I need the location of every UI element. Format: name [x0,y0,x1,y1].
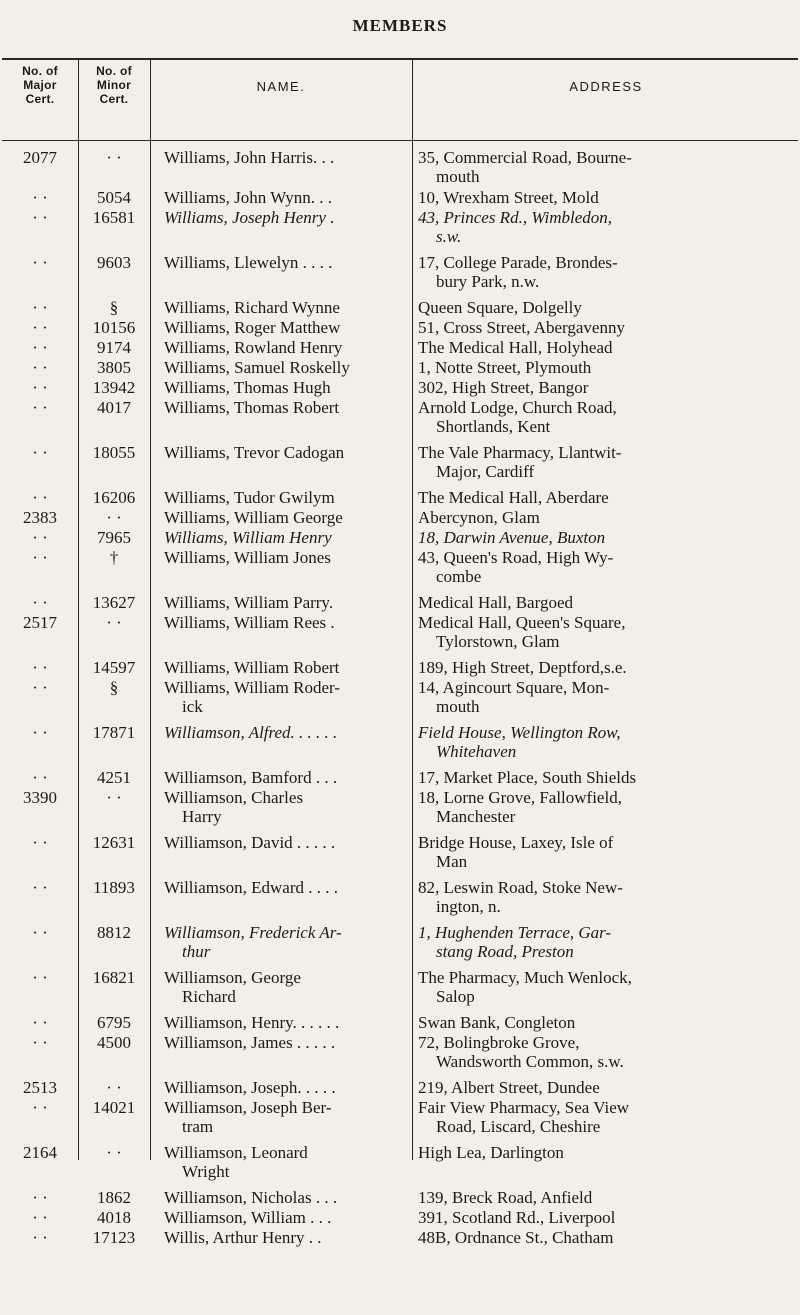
major-cert-number: 2517 [23,613,57,632]
member-name: Williams, Richard Wynne [164,298,340,317]
member-address: Road, Liscard, Cheshire [436,1117,601,1136]
member-address: Tylorstown, Glam [436,632,560,651]
major-cert-number: 3390 [23,788,57,807]
major-cert-number: · · [32,723,48,742]
header-address: ADDRESS [569,79,643,94]
member-name: ick [182,697,203,716]
major-cert-number: · · [32,593,48,612]
minor-cert-number: · · [106,1078,122,1097]
major-cert-number: · · [32,208,48,227]
minor-cert-number: 9603 [97,253,131,272]
member-name: Williams, John Wynn. . . [164,188,332,207]
minor-cert-number: 12631 [92,833,136,852]
minor-cert-number: 9174 [97,338,131,357]
member-address: bury Park, n.w. [436,272,540,291]
major-cert-number: 2077 [23,148,57,167]
major-cert-number: · · [32,528,48,547]
minor-cert-number: 4500 [97,1033,131,1052]
member-address: mouth [436,167,480,186]
header-minor-cert: No. of Minor Cert. [96,64,132,106]
member-name: Harry [182,807,222,826]
member-address: 18, Darwin Avenue, Buxton [418,528,606,547]
member-address: 51, Cross Street, Abergavenny [418,318,625,337]
minor-cert-number: 10156 [92,318,136,337]
member-name: Williamson, James . . . . . [164,1033,336,1052]
member-name: Williamson, William . . . [164,1208,332,1227]
major-cert-number: · · [32,378,48,397]
member-name: Williams, Thomas Robert [164,398,340,417]
major-cert-number: · · [32,878,48,897]
major-cert-number: · · [32,398,48,417]
minor-cert-number: 4017 [97,398,131,417]
member-address: 82, Leswin Road, Stoke New- [418,878,623,897]
minor-cert-number: 18055 [92,443,136,462]
page-title: MEMBERS [352,16,448,35]
member-name: Williamson, Charles [164,788,304,807]
member-address: Fair View Pharmacy, Sea View [418,1098,630,1117]
major-cert-number: · · [32,1098,48,1117]
member-address: 43, Queen's Road, High Wy- [418,548,614,567]
member-address: ington, n. [436,897,501,916]
minor-cert-number: 17123 [92,1228,136,1247]
member-address: Salop [436,987,475,1006]
minor-cert-number: · · [106,613,122,632]
member-address: Abercynon, Glam [418,508,540,527]
major-cert-number: · · [32,548,48,567]
major-cert-number: · · [32,678,48,697]
member-address: 18, Lorne Grove, Fallowfield, [418,788,622,807]
minor-cert-number: 1862 [97,1188,131,1207]
member-address: Arnold Lodge, Church Road, [418,398,617,417]
major-cert-number: 2513 [23,1078,57,1097]
member-name: Williams, Roger Matthew [164,318,341,337]
member-address: High Lea, Darlington [418,1143,564,1162]
major-cert-number: · · [32,188,48,207]
member-name: Williamson, Leonard [164,1143,308,1162]
minor-cert-number: · · [106,148,122,167]
minor-cert-number: 5054 [97,188,131,207]
major-cert-number: · · [32,1013,48,1032]
minor-cert-number: 16581 [92,208,136,227]
member-address: 48B, Ordnance St., Chatham [418,1228,614,1247]
member-name: Williams, Rowland Henry [164,338,343,357]
member-address: 302, High Street, Bangor [418,378,589,397]
minor-cert-number: 13627 [92,593,136,612]
minor-cert-number: · · [106,1143,122,1162]
member-name: Williamson, David . . . . . [164,833,336,852]
minor-cert-number: 6795 [97,1013,131,1032]
member-address: 43, Princes Rd., Wimbledon, [418,208,613,227]
major-cert-number: · · [32,318,48,337]
minor-cert-number: 13942 [92,378,136,397]
major-cert-number: · · [32,488,48,507]
member-name: Williams, Trevor Cadogan [164,443,345,462]
major-cert-number: · · [32,968,48,987]
member-address: The Pharmacy, Much Wenlock, [418,968,632,987]
member-name: Williamson, Bamford . . . [164,768,338,787]
member-name: Williams, Llewelyn . . . . [164,253,333,272]
member-address: Medical Hall, Queen's Square, [418,613,626,632]
member-name: Williams, Samuel Roskelly [164,358,350,377]
member-name: Williams, John Harris. . . [164,148,335,167]
member-name: Richard [182,987,236,1006]
member-address: Swan Bank, Congleton [418,1013,576,1032]
minor-cert-number: † [109,548,119,567]
minor-cert-number: 4251 [97,768,131,787]
member-address: 17, Market Place, South Shields [418,768,637,787]
member-address: Shortlands, Kent [436,417,551,436]
member-address: Man [436,852,468,871]
major-cert-number: · · [32,923,48,942]
minor-cert-number: 11893 [93,878,135,897]
minor-cert-number: 3805 [97,358,131,377]
member-name: Wright [182,1162,230,1181]
major-cert-number: · · [32,298,48,317]
member-name: Williamson, Henry. . . . . . [164,1013,340,1032]
member-name: Williams, William Roder- [164,678,340,697]
header-top-rule [2,58,798,60]
member-address: 17, College Parade, Brondes- [418,253,618,272]
minor-cert-number: 4018 [97,1208,131,1227]
member-name: Williams, Tudor Gwilym [164,488,335,507]
member-address: s.w. [436,227,462,246]
header-major-cert: No. of Major Cert. [22,64,58,106]
header-name: NAME. [256,79,306,94]
minor-cert-number: 16821 [92,968,136,987]
major-cert-number: · · [32,833,48,852]
minor-cert-number: · · [106,508,122,527]
member-address: mouth [436,697,480,716]
member-address: Field House, Wellington Row, [418,723,621,742]
member-name: Williamson, Frederick Ar- [164,923,342,942]
major-cert-number: · · [32,1033,48,1052]
major-cert-number: 2383 [23,508,57,527]
major-cert-number: · · [32,358,48,377]
member-address: Major, Cardiff [436,462,535,481]
member-name: Williams, William Rees . [164,613,335,632]
minor-cert-number: 14021 [92,1098,136,1117]
minor-cert-number: § [109,298,119,317]
member-address: The Medical Hall, Holyhead [418,338,613,357]
member-address: 72, Bolingbroke Grove, [418,1033,580,1052]
member-address: Manchester [436,807,516,826]
member-address: 14, Agincourt Square, Mon- [418,678,610,697]
minor-cert-number: · · [106,788,122,807]
member-name: Williams, Joseph Henry . [164,208,335,227]
member-name: Williams, William Parry. [164,593,334,612]
member-address: Bridge House, Laxey, Isle of [418,833,614,852]
column-divider [78,60,79,1160]
minor-cert-number: 14597 [92,658,136,677]
member-address: 1, Notte Street, Plymouth [418,358,592,377]
member-name: Williams, William Jones [164,548,331,567]
header-bottom-rule [2,140,798,141]
minor-cert-number: 7965 [97,528,131,547]
member-name: Williamson, Edward . . . . [164,878,339,897]
member-name: Williams, Thomas Hugh [164,378,331,397]
major-cert-number: · · [32,253,48,272]
major-cert-number: · · [32,338,48,357]
member-name: Williamson, Alfred. . . . . . [164,723,338,742]
member-address: Medical Hall, Bargoed [418,593,574,612]
member-address: Wandsworth Common, s.w. [436,1052,624,1071]
minor-cert-number: 8812 [97,923,131,942]
major-cert-number: · · [32,768,48,787]
member-address: stang Road, Preston [436,942,574,961]
major-cert-number: · · [32,1208,48,1227]
major-cert-number: · · [32,1188,48,1207]
minor-cert-number: 16206 [92,488,136,507]
member-name: Williams, William Robert [164,658,340,677]
member-address: 1, Hughenden Terrace, Gar- [418,923,612,942]
member-address: 219, Albert Street, Dundee [418,1078,600,1097]
minor-cert-number: 17871 [92,723,136,742]
major-cert-number: · · [32,443,48,462]
member-address: Queen Square, Dolgelly [418,298,582,317]
member-name: Williamson, Joseph. . . . . [164,1078,336,1097]
member-name: tram [182,1117,214,1136]
member-address: combe [436,567,482,586]
member-name: Williamson, George [164,968,301,987]
member-name: Williams, William Henry [164,528,332,547]
member-address: 189, High Street, Deptford,s.e. [418,658,627,677]
member-address: 139, Breck Road, Anfield [418,1188,593,1207]
member-address: Whitehaven [436,742,517,761]
member-address: The Medical Hall, Aberdare [418,488,609,507]
member-name: Williamson, Joseph Ber- [164,1098,332,1117]
member-address: 10, Wrexham Street, Mold [418,188,599,207]
column-divider [150,60,151,1160]
member-name: Williams, William George [164,508,343,527]
major-cert-number: · · [32,1228,48,1247]
minor-cert-number: § [109,678,119,697]
major-cert-number: 2164 [23,1143,57,1162]
member-name: Willis, Arthur Henry . . [164,1228,322,1247]
member-name: Williamson, Nicholas . . . [164,1188,338,1207]
major-cert-number: · · [32,658,48,677]
member-address: 35, Commercial Road, Bourne- [418,148,632,167]
member-name: thur [182,942,211,961]
member-address: 391, Scotland Rd., Liverpool [418,1208,616,1227]
member-address: The Vale Pharmacy, Llantwit- [418,443,622,462]
